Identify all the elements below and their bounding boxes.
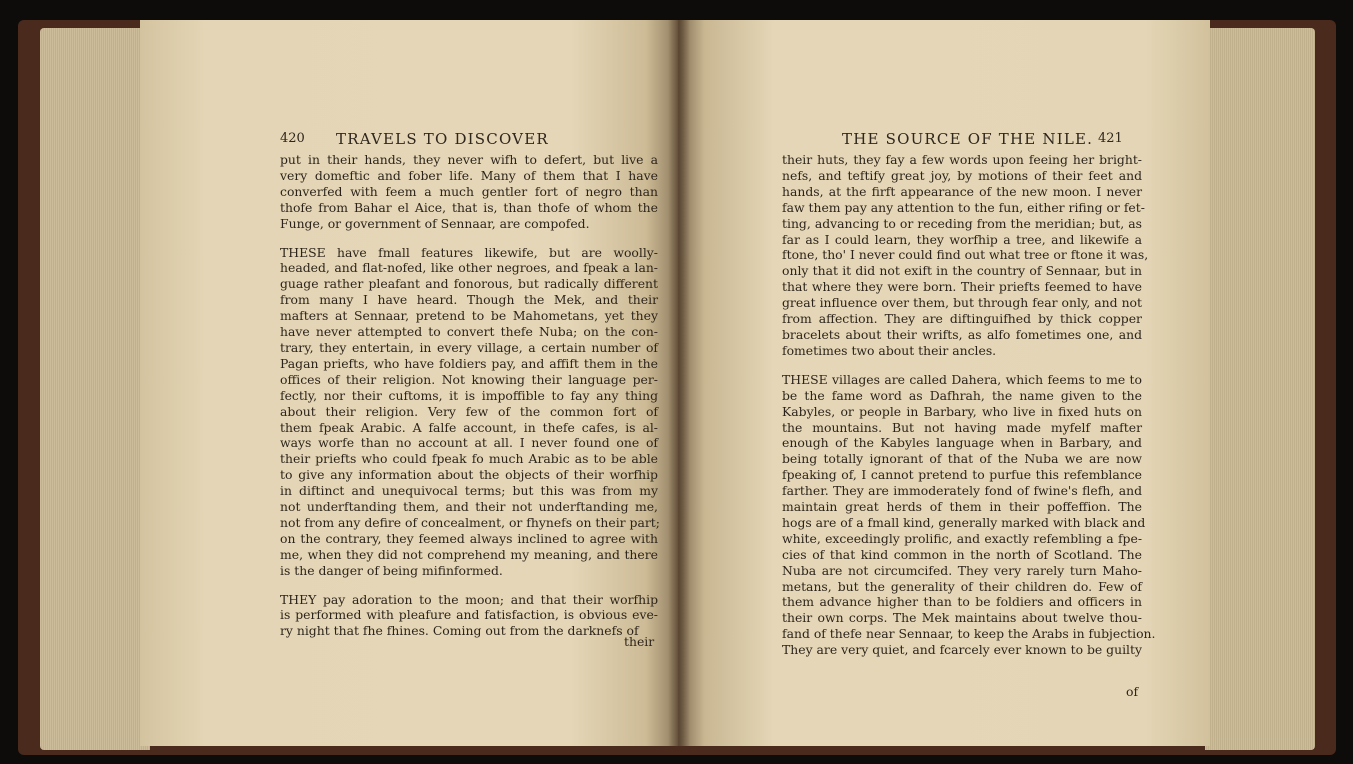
text-line: ways worfe than no account at all. I never found one of: [280, 435, 658, 451]
text-line: THESE have fmall features likewife, but are woolly-: [280, 244, 658, 260]
text-line: is performed with pleafure and fatisfaction, is obvious eve-: [280, 607, 658, 623]
text-line: have never attempted to convert thefe Nuba; on the con-: [280, 324, 658, 340]
text-line: ry night that fhe fhines. Coming out from the darknefs of: [280, 623, 639, 639]
text-line: white, exceedingly prolific, and exactly refembling a fpe-: [782, 530, 1142, 546]
left-page-number: 420: [280, 131, 305, 146]
text-line: very domeftic and fober life. Many of them that I have: [280, 167, 658, 183]
text-line: maintain great herds of them in their poffeffion. The: [782, 499, 1142, 515]
text-line: Kabyles, or people in Barbary, who live in fixed huts on: [782, 403, 1142, 419]
paragraph-gap: [280, 232, 658, 245]
book-gutter: [668, 20, 690, 746]
text-line: They are very quiet, and fcarcely ever known to be guilty: [782, 642, 1143, 658]
text-line: headed, and flat-nofed, like other negroes, and fpeak a lan-: [280, 260, 658, 276]
left-body-text: [280, 152, 658, 639]
text-line: not underftanding them, and their not underftanding me,: [280, 499, 658, 515]
text-line: being totally ignorant of that of the Nuba we are now: [782, 451, 1142, 467]
text-line: their priefts who could fpeak fo much Arabic as to be able: [280, 451, 658, 467]
text-line: bracelets about their wrifts, as alfo fometimes one, and: [782, 326, 1142, 342]
text-line: mafters at Sennaar, pretend to be Mahometans, yet they: [280, 308, 658, 324]
text-line: on the contrary, they feemed always inclined to agree with: [280, 530, 658, 546]
text-line: only that it did not exift in the country of Sennaar, but in: [782, 263, 1142, 279]
text-line: not from any defire of concealment, or fhynefs on their part;: [280, 514, 660, 530]
text-line: THESE villages are called Dahera, which feems to me to: [782, 371, 1142, 387]
left-running-head: TRAVELS TO DISCOVER: [336, 130, 549, 148]
text-line: Nuba are not circumcifed. They very rarely turn Maho-: [782, 562, 1142, 578]
text-line: metans, but the generality of their children do. Few of: [782, 578, 1142, 594]
text-line: in diftinct and unequivocal terms; but this was from my: [280, 483, 658, 499]
text-line: ting, advancing to or receding from the meridian; but, as: [782, 215, 1142, 231]
left-page: [140, 20, 678, 746]
text-line: from affection. They are diftinguifhed by thick copper: [782, 311, 1142, 327]
text-line: about their religion. Very few of the common fort of: [280, 403, 658, 419]
text-line: the mountains. But not having made myfelf mafter: [782, 419, 1142, 435]
text-line: put in their hands, they never wifh to defert, but live a: [280, 152, 658, 167]
text-line: them fpeak Arabic. A falfe account, in thefe cafes, is al-: [280, 419, 658, 435]
text-line: Pagan priefts, who have foldiers pay, and affift them in the: [280, 355, 658, 371]
right-page: [678, 20, 1210, 746]
text-line: enough of the Kabyles language when in Barbary, and: [782, 435, 1142, 451]
text-line: cies of that kind common in the north of Scotland. The: [782, 546, 1142, 562]
text-line: me, when they did not comprehend my meaning, and there: [280, 546, 658, 562]
text-line: offices of their religion. Not knowing their language per-: [280, 371, 658, 387]
page-edges-right: [1205, 28, 1315, 750]
text-line: fpeaking of, I cannot pretend to purfue this refemblance: [782, 467, 1142, 483]
text-line: to give any information about the objects of their worfhip: [280, 467, 658, 483]
text-line: fometimes two about their ancles.: [782, 342, 997, 358]
text-line: from many I have heard. Though the Mek, and their: [280, 292, 658, 308]
text-line: their own corps. The Mek maintains about twelve thou-: [782, 610, 1142, 626]
text-line: farther. They are immoderately fond of fwine's flefh, and: [782, 483, 1142, 499]
text-line: fectly, nor their cuftoms, it is impoffible to fay any thing: [280, 387, 658, 403]
left-catchword: their: [624, 634, 655, 649]
text-line: thofe from Bahar el Aice, that is, than thofe of whom the: [280, 199, 658, 215]
text-line: faw them pay any attention to the fun, either rifing or fet-: [782, 199, 1145, 215]
text-line: hogs are of a fmall kind, generally marked with black and: [782, 514, 1146, 530]
text-line: be the fame word as Dafhrah, the name given to the: [782, 387, 1142, 403]
text-line: fand of thefe near Sennaar, to keep the Arabs in fubjection.: [782, 626, 1156, 642]
text-line: THEY pay adoration to the moon; and that their worfhip: [280, 591, 658, 607]
text-line: hands, at the firft appearance of the new moon. I never: [782, 183, 1142, 199]
text-line: guage rather pleafant and fonorous, but radically different: [280, 276, 658, 292]
right-body-text: [782, 152, 1156, 658]
text-line: great influence over them, but through fear only, and not: [782, 295, 1142, 311]
text-line: is the danger of being mifinformed.: [280, 562, 503, 578]
right-catchword: of: [1126, 684, 1139, 699]
text-line: Funge, or government of Sennaar, are compofed.: [280, 215, 590, 231]
text-line: ftone, tho' I never could find out what tree or ftone it was,: [782, 247, 1149, 263]
text-line: far as I could learn, they worfhip a tree, and likewife a: [782, 231, 1142, 247]
text-line: trary, they entertain, in every village, a certain number of: [280, 339, 658, 355]
text-line: their huts, they fay a few words upon feeing her bright-: [782, 152, 1142, 167]
right-page-number: 421: [1098, 131, 1123, 146]
paragraph-gap: [280, 579, 658, 592]
text-line: that where they were born. Their priefts feemed to have: [782, 279, 1142, 295]
text-line: them advance higher than to be foldiers and officers in: [782, 594, 1142, 610]
page-edges-left: [40, 28, 150, 750]
right-running-head: THE SOURCE OF THE NILE.: [842, 130, 1094, 148]
paragraph-gap: [782, 359, 1142, 372]
text-line: nefs, and teftify great joy, by motions of their feet and: [782, 167, 1142, 183]
text-line: converfed with feem a much gentler fort of negro than: [280, 183, 658, 199]
